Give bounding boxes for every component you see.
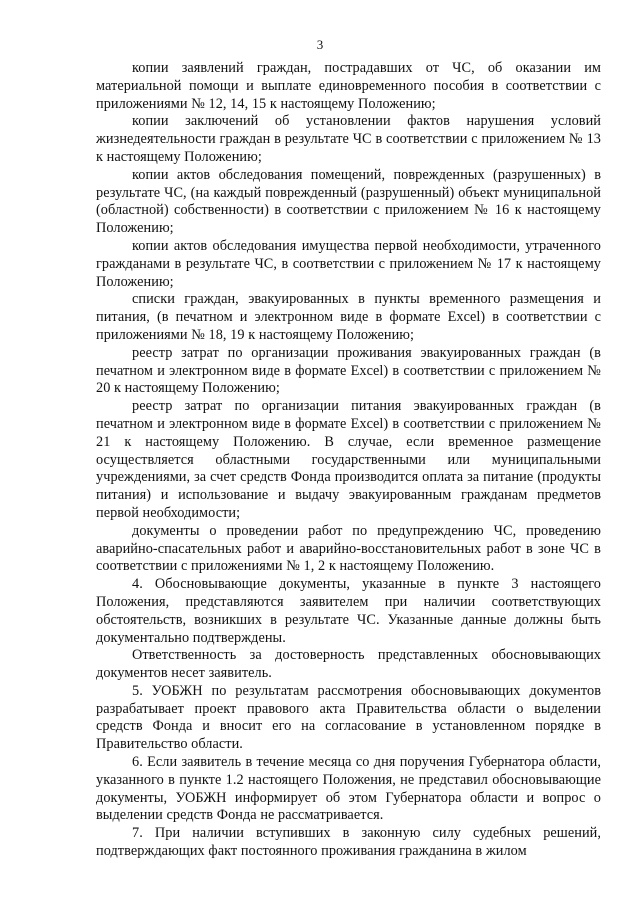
paragraph: документы о проведении работ по предупреждению ЧС, проведению аварийно-спасательных работ и аварийно-восстановительных работ в зоне ЧС в соответствии с приложениями № 1, 2 к настоящему Положению. [96,522,601,575]
paragraph: копии заявлений граждан, пострадавших от ЧС, об оказании им материальной помощи и выплате единовременного пособия в соответствии с приложениями № 12, 14, 15 к настоящему Положению; [96,60,601,112]
paragraph: списки граждан, эвакуированных в пункты временного размещения и питания, (в печатном и электронном виде в формате Excel) в соответствии с приложениями № 18, 19 к настоящему Положению; [96,291,601,343]
paragraph: 7. При наличии вступивших в законную силу судебных решений, подтверждающих факт постоянного проживания гражданина в жилом [96,825,601,860]
paragraph: 4. Обосновывающие документы, указанные в пункте 3 настоящего Положения, представляются заявителем при наличии соответствующих обстоятельств, возникших в результате ЧС. Указанные данные должны быть документально подтверждены. [96,576,601,646]
paragraph: Ответственность за достоверность представленных обосновывающих документов несет заявитель. [96,647,601,682]
page-number: 3 [316,37,324,52]
paragraph: копии актов обследования имущества первой необходимости, утраченного гражданами в результате ЧС, в соответствии с приложением № 17 к настоящему Положению; [96,237,601,290]
paragraph: копии актов обследования помещений, поврежденных (разрушенных) в результате ЧС, (на каждый поврежденный (разрушенный) объект муниципальной (областной) собственности) в соответствии с приложением № 16 к настоящему Положению; [96,166,601,237]
paragraph: реестр затрат по организации проживания эвакуированных граждан (в печатном и электронном виде в формате Excel) в соответствии с приложением № 20 к настоящему Положению; [96,344,601,397]
document-body [96,60,601,861]
paragraph: 5. УОБЖН по результатам рассмотрения обосновывающих документов разрабатывает проект правового акта Правительства области о выделении средств Фонда и вносит его на согласование в установленном порядке в Правительство области. [96,682,601,753]
paragraph: копии заключений об установлении фактов нарушения условий жизнедеятельности граждан в результате ЧС в соответствии с приложением № 13 к настоящему Положению; [96,113,601,165]
paragraph: реестр затрат по организации питания эвакуированных граждан (в печатном и электронном виде в формате Excel) в соответствии с приложением № 21 к настоящему Положению. В случае, если временное размещение осуществляется областными государственными или муниципальными учреждениями, за счет средств Фонда производится оплата за питание (продукты питания) и использование и выдачу эвакуированным гражданам предметов первой необходимости; [96,398,601,521]
paragraph: 6. Если заявитель в течение месяца со дня поручения Губернатора области, указанного в пункте 1.2 настоящего Положения, не представил обосновывающие документы, УОБЖН информирует об этом Губернатора области и вопрос о выделении средств Фонда не рассматривается. [96,754,601,824]
